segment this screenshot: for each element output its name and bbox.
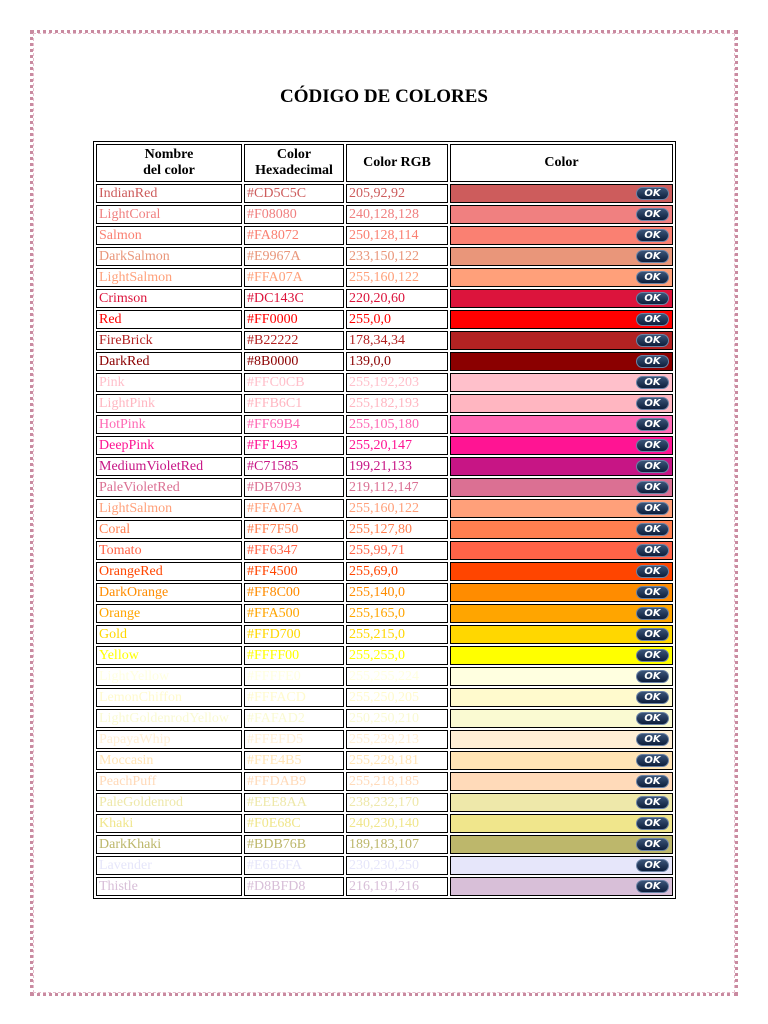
- color-rgb-cell: 255,20,147: [346, 436, 448, 455]
- color-hex-cell: #BDB76B: [244, 835, 344, 854]
- ok-button[interactable]: OK: [636, 355, 669, 368]
- color-name-cell: DeepPink: [96, 436, 242, 455]
- color-hex-cell: #FA8072: [244, 226, 344, 245]
- color-rgb-cell: 255,127,80: [346, 520, 448, 539]
- color-hex-cell: #FAFAD2: [244, 709, 344, 728]
- color-swatch: [450, 877, 673, 896]
- color-swatch: [450, 205, 673, 224]
- color-swatch: [450, 541, 673, 560]
- ok-button[interactable]: OK: [636, 775, 669, 788]
- color-rgb-cell: 199,21,133: [346, 457, 448, 476]
- color-rgb-cell: 255,255,224: [346, 667, 448, 686]
- color-swatch: [450, 520, 673, 539]
- table-row: [96, 205, 673, 224]
- ok-button[interactable]: OK: [636, 313, 669, 326]
- color-swatch: [450, 814, 673, 833]
- color-rgb-cell: 255,228,181: [346, 751, 448, 770]
- ok-button[interactable]: OK: [636, 481, 669, 494]
- color-hex-cell: #FF6347: [244, 541, 344, 560]
- color-swatch: [450, 835, 673, 854]
- color-name-cell: Lavender: [96, 856, 242, 875]
- color-code-table: [93, 141, 676, 899]
- table-row: [96, 499, 673, 518]
- color-hex-cell: #FF0000: [244, 310, 344, 329]
- color-swatch: [450, 331, 673, 350]
- table-row: [96, 226, 673, 245]
- ok-button[interactable]: OK: [636, 187, 669, 200]
- color-rgb-cell: 178,34,34: [346, 331, 448, 350]
- color-name-cell: Moccasin: [96, 751, 242, 770]
- table-header-row: [96, 144, 673, 182]
- table-row: [96, 667, 673, 686]
- color-hex-cell: #FFDAB9: [244, 772, 344, 791]
- color-rgb-cell: 255,0,0: [346, 310, 448, 329]
- color-name-cell: LemonChiffon: [96, 688, 242, 707]
- color-name-cell: FireBrick: [96, 331, 242, 350]
- ok-button[interactable]: OK: [636, 712, 669, 725]
- color-name-cell: PaleGoldenrod: [96, 793, 242, 812]
- table-row: [96, 478, 673, 497]
- color-hex-cell: #FFFACD: [244, 688, 344, 707]
- header-color-swatch: Color: [450, 144, 673, 182]
- color-rgb-cell: 240,128,128: [346, 205, 448, 224]
- table-row: [96, 814, 673, 833]
- color-hex-cell: #F08080: [244, 205, 344, 224]
- color-swatch: [450, 667, 673, 686]
- header-hex-line1: Color: [276, 147, 312, 162]
- color-hex-cell: #E9967A: [244, 247, 344, 266]
- color-name-cell: OrangeRed: [96, 562, 242, 581]
- table-row: [96, 688, 673, 707]
- table-row: [96, 436, 673, 455]
- ok-button[interactable]: OK: [636, 523, 669, 536]
- ok-button[interactable]: OK: [636, 376, 669, 389]
- header-color-name: [96, 144, 242, 182]
- color-swatch: [450, 709, 673, 728]
- color-hex-cell: #FFE4B5: [244, 751, 344, 770]
- table-row: [96, 856, 673, 875]
- color-hex-cell: #EEE8AA: [244, 793, 344, 812]
- table-row: [96, 352, 673, 371]
- color-rgb-cell: 233,150,122: [346, 247, 448, 266]
- color-swatch: [450, 562, 673, 581]
- color-swatch: [450, 226, 673, 245]
- header-name-line2: del color: [143, 163, 195, 178]
- ok-button[interactable]: OK: [636, 796, 669, 809]
- color-rgb-cell: 139,0,0: [346, 352, 448, 371]
- color-rgb-cell: 189,183,107: [346, 835, 448, 854]
- table-row: [96, 772, 673, 791]
- table-row: [96, 646, 673, 665]
- color-swatch: [450, 373, 673, 392]
- color-rgb-cell: 255,239,213: [346, 730, 448, 749]
- color-name-cell: LightGoldenrodYellow: [96, 709, 242, 728]
- color-swatch: [450, 793, 673, 812]
- color-hex-cell: #FFA500: [244, 604, 344, 623]
- color-name-cell: LightSalmon: [96, 499, 242, 518]
- table-row: [96, 394, 673, 413]
- ok-button[interactable]: OK: [636, 439, 669, 452]
- color-hex-cell: #FF4500: [244, 562, 344, 581]
- color-name-cell: Orange: [96, 604, 242, 623]
- color-hex-cell: #FFD700: [244, 625, 344, 644]
- header-hex-line2: Hexadecimal: [255, 163, 333, 178]
- color-rgb-cell: 238,232,170: [346, 793, 448, 812]
- color-rgb-cell: 255,192,203: [346, 373, 448, 392]
- color-hex-cell: #B22222: [244, 331, 344, 350]
- color-swatch: [450, 751, 673, 770]
- header-name-line1: Nombre: [144, 147, 194, 162]
- color-name-cell: Crimson: [96, 289, 242, 308]
- color-hex-cell: #CD5C5C: [244, 184, 344, 203]
- color-rgb-cell: 250,128,114: [346, 226, 448, 245]
- color-name-cell: LightPink: [96, 394, 242, 413]
- color-swatch: [450, 436, 673, 455]
- ok-button[interactable]: OK: [636, 250, 669, 263]
- color-swatch: [450, 394, 673, 413]
- color-swatch: [450, 625, 673, 644]
- color-swatch: [450, 583, 673, 602]
- color-hex-cell: #C71585: [244, 457, 344, 476]
- color-name-cell: Gold: [96, 625, 242, 644]
- color-name-cell: DarkKhaki: [96, 835, 242, 854]
- table-row: [96, 835, 673, 854]
- color-rgb-cell: 255,160,122: [346, 268, 448, 287]
- ok-button[interactable]: OK: [636, 292, 669, 305]
- color-swatch: [450, 772, 673, 791]
- table-row: [96, 268, 673, 287]
- color-hex-cell: #FFEFD5: [244, 730, 344, 749]
- table-row: [96, 289, 673, 308]
- ok-button[interactable]: OK: [636, 607, 669, 620]
- color-hex-cell: #FFC0CB: [244, 373, 344, 392]
- color-hex-cell: #FFB6C1: [244, 394, 344, 413]
- table-row: [96, 415, 673, 434]
- color-swatch: [450, 352, 673, 371]
- color-rgb-cell: 230,230,250: [346, 856, 448, 875]
- color-name-cell: DarkSalmon: [96, 247, 242, 266]
- color-swatch: [450, 310, 673, 329]
- color-rgb-cell: 219,112,147: [346, 478, 448, 497]
- color-hex-cell: #FF1493: [244, 436, 344, 455]
- color-swatch: [450, 457, 673, 476]
- ok-button[interactable]: OK: [636, 670, 669, 683]
- ok-button[interactable]: OK: [636, 628, 669, 641]
- color-name-cell: LightCoral: [96, 205, 242, 224]
- color-swatch: [450, 856, 673, 875]
- color-rgb-cell: 216,191,216: [346, 877, 448, 896]
- color-name-cell: Yellow: [96, 646, 242, 665]
- color-rgb-cell: 255,105,180: [346, 415, 448, 434]
- color-name-cell: HotPink: [96, 415, 242, 434]
- color-name-cell: DarkOrange: [96, 583, 242, 602]
- color-rgb-cell: 255,218,185: [346, 772, 448, 791]
- color-name-cell: LightSalmon: [96, 268, 242, 287]
- page-title: CÓDIGO DE COLORES: [280, 86, 488, 107]
- ok-button[interactable]: OK: [636, 649, 669, 662]
- table-row: [96, 373, 673, 392]
- table-row: [96, 562, 673, 581]
- color-swatch: [450, 688, 673, 707]
- color-rgb-cell: 255,160,122: [346, 499, 448, 518]
- table-row: [96, 520, 673, 539]
- color-rgb-cell: 255,250,205: [346, 688, 448, 707]
- color-swatch: [450, 289, 673, 308]
- color-rgb-cell: 255,165,0: [346, 604, 448, 623]
- color-rgb-cell: 220,20,60: [346, 289, 448, 308]
- color-hex-cell: #FF69B4: [244, 415, 344, 434]
- ok-button[interactable]: OK: [636, 838, 669, 851]
- color-name-cell: PapayaWhip: [96, 730, 242, 749]
- color-name-cell: Red: [96, 310, 242, 329]
- color-swatch: [450, 646, 673, 665]
- color-name-cell: PaleVioletRed: [96, 478, 242, 497]
- color-name-cell: Thistle: [96, 877, 242, 896]
- color-rgb-cell: 250,250,210: [346, 709, 448, 728]
- color-hex-cell: #FFA07A: [244, 499, 344, 518]
- table-row: [96, 541, 673, 560]
- ok-button[interactable]: OK: [636, 208, 669, 221]
- color-name-cell: LightYellow: [96, 667, 242, 686]
- header-color-hex: [244, 144, 344, 182]
- table-row: [96, 625, 673, 644]
- ok-button[interactable]: OK: [636, 544, 669, 557]
- ok-button[interactable]: OK: [636, 691, 669, 704]
- color-name-cell: Coral: [96, 520, 242, 539]
- color-name-cell: IndianRed: [96, 184, 242, 203]
- color-rgb-cell: 205,92,92: [346, 184, 448, 203]
- color-name-cell: DarkRed: [96, 352, 242, 371]
- table-row: [96, 730, 673, 749]
- color-hex-cell: #FF7F50: [244, 520, 344, 539]
- ok-button[interactable]: OK: [636, 334, 669, 347]
- color-hex-cell: #E6E6FA: [244, 856, 344, 875]
- color-swatch: [450, 247, 673, 266]
- table-row: [96, 604, 673, 623]
- color-swatch: [450, 499, 673, 518]
- color-rgb-cell: 255,99,71: [346, 541, 448, 560]
- ok-button[interactable]: OK: [636, 880, 669, 893]
- table-row: [96, 184, 673, 203]
- color-hex-cell: #F0E68C: [244, 814, 344, 833]
- table-row: [96, 457, 673, 476]
- ok-button[interactable]: OK: [636, 271, 669, 284]
- color-rgb-cell: 255,69,0: [346, 562, 448, 581]
- color-hex-cell: #FFA07A: [244, 268, 344, 287]
- table-row: [96, 877, 673, 896]
- color-swatch: [450, 268, 673, 287]
- ok-button[interactable]: OK: [636, 586, 669, 599]
- ok-button[interactable]: OK: [636, 418, 669, 431]
- color-swatch: [450, 730, 673, 749]
- color-name-cell: Tomato: [96, 541, 242, 560]
- color-rgb-cell: 255,255,0: [346, 646, 448, 665]
- ok-button[interactable]: OK: [636, 733, 669, 746]
- table-row: [96, 310, 673, 329]
- ok-button[interactable]: OK: [636, 229, 669, 242]
- color-hex-cell: #8B0000: [244, 352, 344, 371]
- color-rgb-cell: 255,140,0: [346, 583, 448, 602]
- ok-button[interactable]: OK: [636, 754, 669, 767]
- color-swatch: [450, 604, 673, 623]
- table-row: [96, 331, 673, 350]
- table-row: [96, 247, 673, 266]
- color-rgb-cell: 240,230,140: [346, 814, 448, 833]
- table-row: [96, 583, 673, 602]
- ok-button[interactable]: OK: [636, 565, 669, 578]
- color-hex-cell: #DC143C: [244, 289, 344, 308]
- table-row: [96, 751, 673, 770]
- table-row: [96, 793, 673, 812]
- color-swatch: [450, 415, 673, 434]
- color-swatch: [450, 184, 673, 203]
- color-name-cell: Khaki: [96, 814, 242, 833]
- color-rgb-cell: 255,182,193: [346, 394, 448, 413]
- header-color-rgb: Color RGB: [346, 144, 448, 182]
- ok-button[interactable]: OK: [636, 859, 669, 872]
- color-swatch: [450, 478, 673, 497]
- table-row: [96, 709, 673, 728]
- ok-button[interactable]: OK: [636, 817, 669, 830]
- color-rgb-cell: 255,215,0: [346, 625, 448, 644]
- color-hex-cell: #FF8C00: [244, 583, 344, 602]
- ok-button[interactable]: OK: [636, 460, 669, 473]
- color-name-cell: Pink: [96, 373, 242, 392]
- color-hex-cell: #FFFF00: [244, 646, 344, 665]
- color-hex-cell: #FFFFE0: [244, 667, 344, 686]
- ok-button[interactable]: OK: [636, 397, 669, 410]
- ok-button[interactable]: OK: [636, 502, 669, 515]
- color-hex-cell: #D8BFD8: [244, 877, 344, 896]
- color-name-cell: Salmon: [96, 226, 242, 245]
- color-name-cell: PeachPuff: [96, 772, 242, 791]
- color-hex-cell: #DB7093: [244, 478, 344, 497]
- color-name-cell: MediumVioletRed: [96, 457, 242, 476]
